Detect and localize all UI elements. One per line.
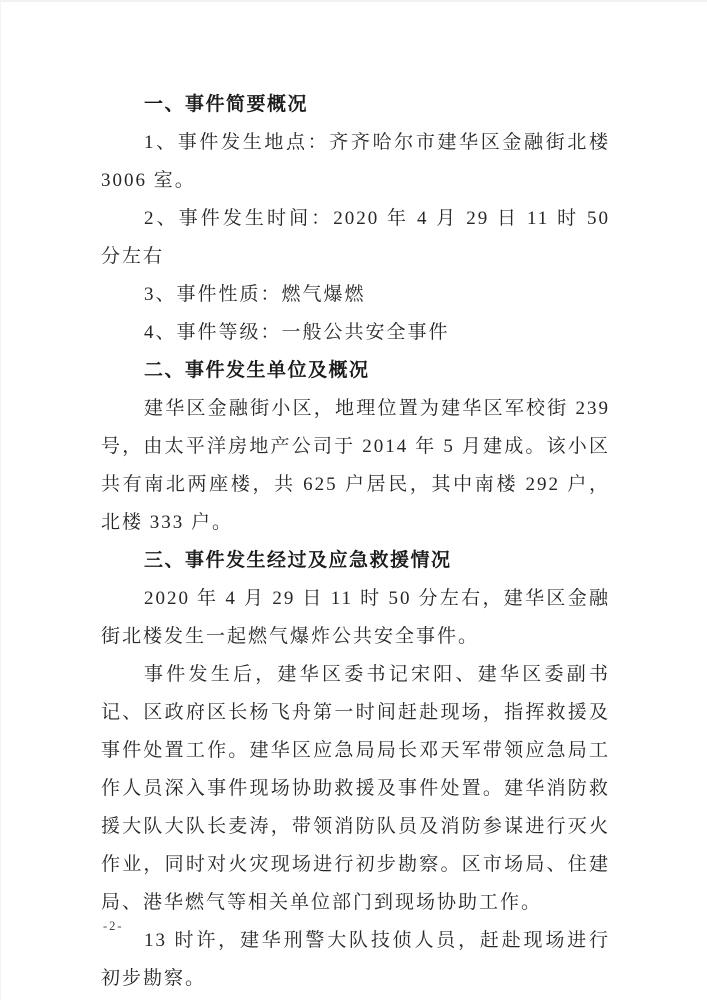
paragraph-investigation: 13 时许，建华刑警大队技侦人员，赶赴现场进行初步勘察。 [101,930,610,989]
section-heading-3: 三、事件发生经过及应急救援情况 [144,550,452,571]
paragraph-unit-overview: 建华区金融街小区，地理位置为建华区军校街 239 号，由太平洋房地产公司于 2014 年 5 月建成。该小区共有南北两座楼，共 625 户居民，其中南楼 292 户，北楼 333 户。 [101,398,610,533]
page-number: -2- [103,919,124,933]
paragraph-level: 4、事件等级：一般公共安全事件 [144,322,450,343]
paragraph-time: 2、事件发生时间：2020 年 4 月 29 日 11 时 50 分左右 [101,208,610,267]
paragraph-location: 1、事件发生地点：齐齐哈尔市建华区金融街北楼 3006 室。 [101,132,610,191]
section-heading-2: 二、事件发生单位及概况 [144,360,370,381]
document-content [101,86,610,998]
paragraph-incident: 2020 年 4 月 29 日 11 时 50 分左右，建华区金融街北楼发生一起燃气爆炸公共安全事件。 [101,588,610,647]
paragraph-nature: 3、事件性质：燃气爆燃 [144,284,366,305]
paragraph-response: 事件发生后，建华区委书记宋阳、建华区委副书记、区政府区长杨飞舟第一时间赶赴现场，指挥救援及事件处置工作。建华区应急局局长邓天军带领应急局工作人员深入事件现场协助救援及事件处置。建华消防救援大队大队长麦涛，带领消防队员及消防参谋进行灭火作业，同时对火灾现场进行初步勘察。区市场局、住建局、港华燃气等相关单位部门到现场协助工作。 [101,664,610,913]
section-heading-1: 一、事件简要概况 [144,94,309,115]
